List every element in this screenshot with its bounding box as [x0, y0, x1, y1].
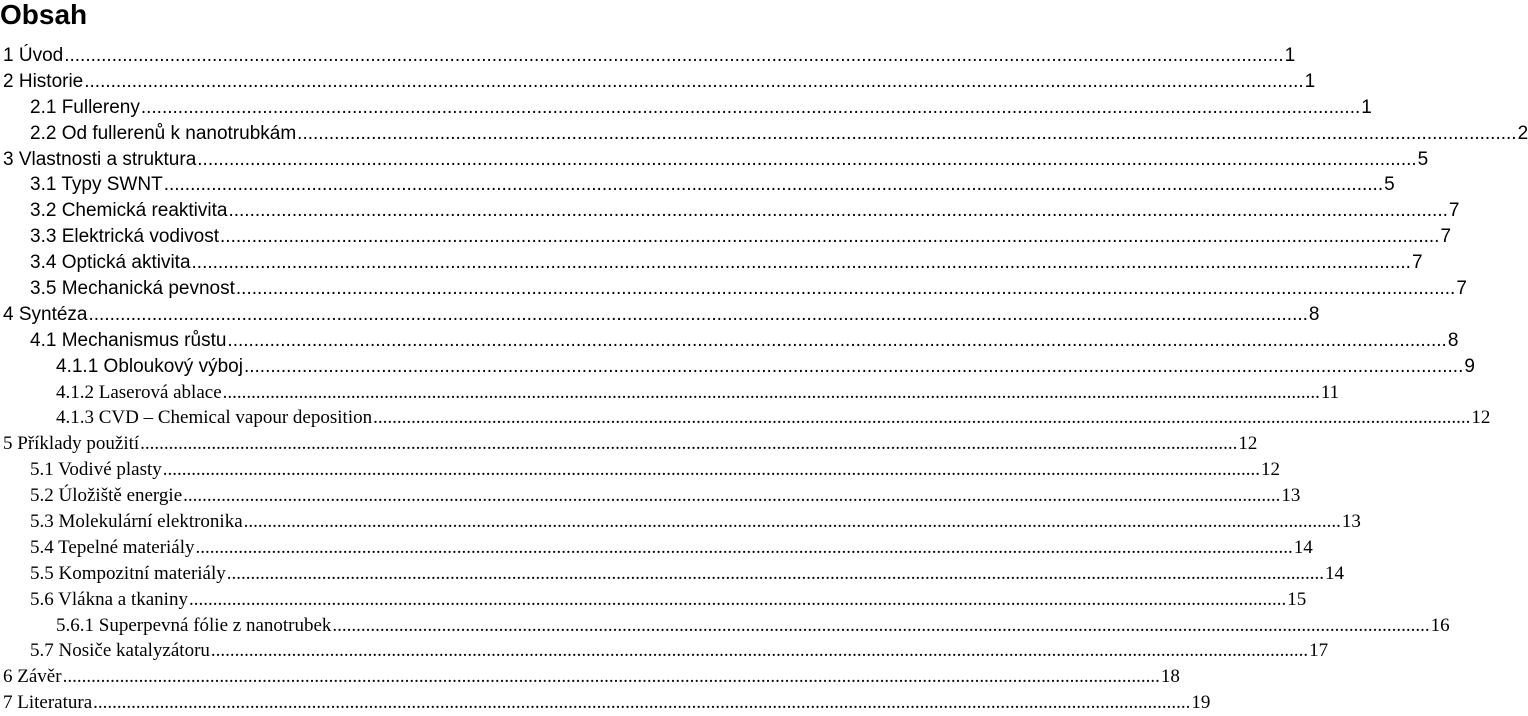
toc-entry-page-number[interactable]: 19: [1191, 692, 1211, 714]
toc-entry[interactable]: [0, 664, 1180, 690]
toc-entry-label[interactable]: 3.1 Typy SWNT: [30, 174, 163, 196]
toc-entry-page-number[interactable]: 2: [1517, 122, 1528, 144]
toc-dot-leader: [189, 587, 1286, 613]
toc-entry-label[interactable]: 3.4 Optická aktivita: [30, 252, 191, 274]
toc-entry-label[interactable]: 3.2 Chemická reaktivita: [30, 200, 228, 222]
toc-dot-leader: [220, 224, 1439, 250]
toc-entry[interactable]: [0, 587, 1307, 613]
toc-dot-leader: [164, 172, 1383, 198]
toc-entry-label[interactable]: 5.7 Nosiče katalyzátoru: [30, 640, 210, 662]
toc-entry[interactable]: [0, 535, 1313, 561]
toc-entry[interactable]: [0, 302, 1320, 328]
toc-entry-page-number[interactable]: 5: [1384, 174, 1395, 196]
toc-entry[interactable]: [0, 198, 1460, 224]
toc-entry-label[interactable]: 5.1 Vodivé plasty: [30, 459, 162, 481]
toc-entry[interactable]: [0, 638, 1329, 664]
toc-list: [0, 43, 1528, 716]
toc-entry-page-number[interactable]: 5: [1417, 148, 1429, 170]
toc-dot-leader: [163, 457, 1260, 483]
toc-entry-label[interactable]: 5 Příklady použití: [3, 433, 140, 455]
toc-entry-label[interactable]: 6 Závěr: [3, 666, 62, 688]
toc-entry-page-number[interactable]: 1: [1361, 96, 1372, 118]
toc-entry-page-number[interactable]: 12: [1261, 459, 1281, 481]
toc-entry[interactable]: [0, 43, 1296, 69]
toc-entry-page-number[interactable]: 11: [1320, 381, 1340, 403]
toc-entry[interactable]: [0, 613, 1450, 639]
toc-title: Obsah: [0, 0, 88, 30]
toc-entry[interactable]: [0, 147, 1429, 173]
toc-entry-page-number[interactable]: 15: [1287, 588, 1307, 610]
toc-entry-page-number[interactable]: 7: [1411, 252, 1423, 274]
toc-entry-page-number[interactable]: 1: [1304, 70, 1316, 92]
toc-dot-leader: [196, 535, 1293, 561]
toc-entry-page-number[interactable]: 9: [1464, 355, 1475, 377]
toc-entry-page-number[interactable]: 16: [1430, 614, 1450, 636]
toc-dot-leader: [236, 276, 1455, 302]
toc-dot-leader: [197, 147, 1416, 173]
toc-entry[interactable]: [0, 276, 1467, 302]
toc-dot-leader: [93, 690, 1190, 716]
toc-entry-page-number[interactable]: 7: [1456, 278, 1467, 300]
toc-entry[interactable]: [0, 354, 1475, 380]
toc-entry-page-number[interactable]: 13: [1281, 485, 1301, 507]
toc-entry-label[interactable]: 5.3 Molekulární elektronika: [30, 511, 243, 533]
toc-entry-label[interactable]: 4.1.2 Laserová ablace: [56, 381, 222, 403]
toc-entry[interactable]: [0, 483, 1301, 509]
toc-entry[interactable]: [0, 405, 1491, 431]
toc-dot-leader: [223, 380, 1320, 406]
toc-dot-leader: [228, 198, 1447, 224]
toc-entry-label[interactable]: 5.6.1 Superpevná fólie z nanotrubek: [56, 614, 332, 636]
toc-entry-page-number[interactable]: 1: [1284, 45, 1296, 66]
toc-dot-leader: [211, 638, 1308, 664]
toc-entry-label[interactable]: 2 Historie: [3, 70, 84, 92]
toc-entry[interactable]: [0, 121, 1528, 147]
toc-dot-leader: [140, 431, 1237, 457]
toc-entry[interactable]: [0, 380, 1340, 406]
toc-entry[interactable]: [0, 328, 1459, 354]
toc-entry-label[interactable]: 4.1.3 CVD – Chemical vapour deposition: [56, 407, 373, 429]
toc-entry-label[interactable]: 2.2 Od fullerenů k nanotrubkám: [30, 122, 297, 144]
toc-dot-leader: [64, 43, 1283, 69]
toc-dot-leader: [332, 613, 1429, 639]
toc-entry-label[interactable]: 5.4 Tepelné materiály: [30, 536, 195, 558]
toc-entry-label[interactable]: 3.3 Elektrická vodivost: [30, 226, 220, 248]
toc-entry-label[interactable]: 3.5 Mechanická pevnost: [30, 278, 235, 300]
toc-entry-page-number[interactable]: 7: [1440, 226, 1452, 248]
toc-entry-page-number[interactable]: 7: [1448, 200, 1460, 222]
toc-entry[interactable]: [0, 95, 1372, 121]
toc-entry-label[interactable]: 3 Vlastnosti a struktura: [3, 148, 197, 170]
toc-entry-label[interactable]: 7 Literatura: [3, 692, 93, 714]
toc-entry-label[interactable]: 4.1 Mechanismus růstu: [30, 329, 227, 351]
toc-dot-leader: [227, 561, 1324, 587]
toc-entry-label[interactable]: 5.2 Úložiště energie: [30, 485, 183, 507]
toc-entry-label[interactable]: 4.1.1 Obloukový výboj: [56, 355, 243, 377]
toc-entry-page-number[interactable]: 8: [1447, 329, 1459, 351]
toc-entry-page-number[interactable]: 18: [1160, 666, 1180, 688]
toc-dot-leader: [63, 664, 1160, 690]
toc-dot-leader: [373, 405, 1470, 431]
toc-entry-label[interactable]: 2.1 Fullereny: [30, 96, 140, 118]
toc-entry-label[interactable]: 5.5 Kompozitní materiály: [30, 562, 226, 584]
toc-dot-leader: [244, 509, 1341, 535]
toc-entry[interactable]: [0, 431, 1258, 457]
toc-entry[interactable]: [0, 172, 1395, 198]
toc-dot-leader: [183, 483, 1280, 509]
toc-entry[interactable]: [0, 250, 1423, 276]
toc-dot-leader: [141, 95, 1360, 121]
toc-entry-page-number[interactable]: 12: [1471, 407, 1491, 429]
toc-dot-leader: [89, 302, 1308, 328]
toc-dot-leader: [297, 121, 1516, 147]
toc-entry-page-number[interactable]: 14: [1293, 536, 1313, 558]
toc-dot-leader: [244, 354, 1463, 380]
toc-entry-label[interactable]: 5.6 Vlákna a tkaniny: [30, 588, 188, 610]
toc-entry-label[interactable]: 4 Syntéza: [3, 303, 88, 325]
toc-entry-label[interactable]: 1 Úvod: [3, 45, 64, 66]
toc-entry[interactable]: [0, 69, 1316, 95]
toc-entry-page-number[interactable]: 12: [1238, 433, 1258, 455]
toc-entry-page-number[interactable]: 14: [1325, 562, 1345, 584]
toc-entry[interactable]: [0, 224, 1452, 250]
toc-entry[interactable]: [0, 457, 1281, 483]
toc-dot-leader: [84, 69, 1303, 95]
toc-entry[interactable]: [0, 509, 1361, 535]
toc-dot-leader: [227, 328, 1446, 354]
toc-entry-page-number[interactable]: 13: [1341, 511, 1361, 533]
toc-entry[interactable]: [0, 690, 1211, 716]
toc-entry-page-number[interactable]: 17: [1309, 640, 1329, 662]
toc-dot-leader: [192, 250, 1411, 276]
toc-entry[interactable]: [0, 561, 1345, 587]
toc-entry-page-number[interactable]: 8: [1308, 303, 1320, 325]
